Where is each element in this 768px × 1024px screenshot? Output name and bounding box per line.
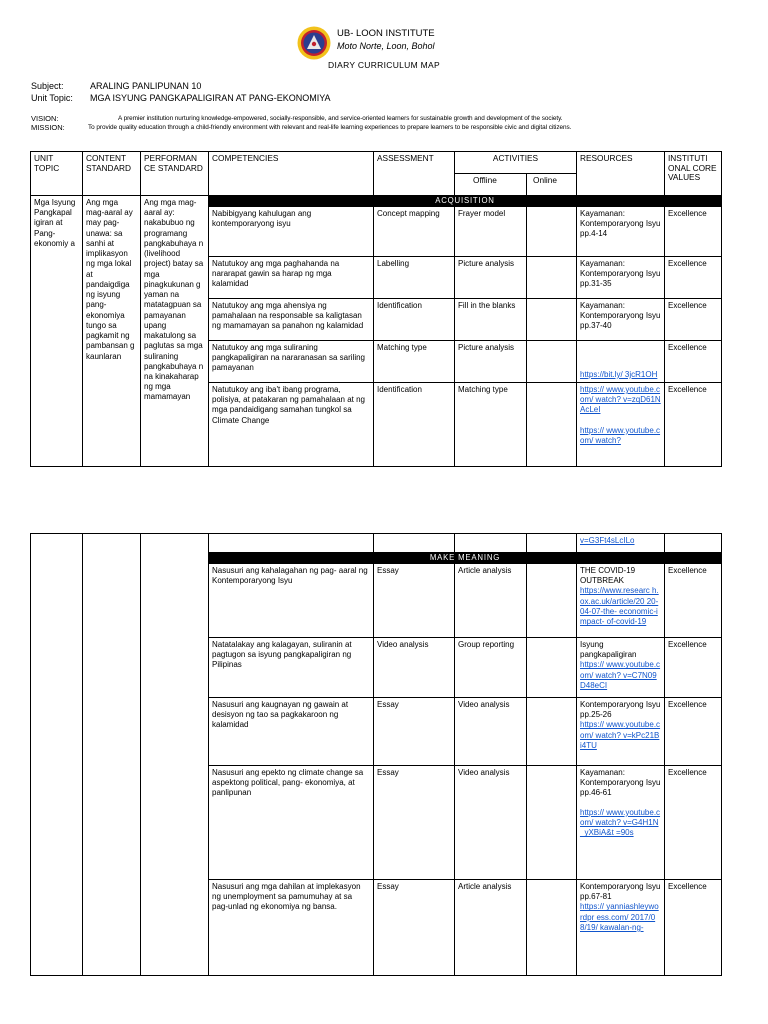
resources-cell	[577, 698, 665, 766]
offline-activity-cell: Picture analysis	[455, 257, 527, 299]
resource-link[interactable]: https://www.researc h.ox.ac.uk/article/20 20-04-07-the- economic-impact- of-covid-19	[580, 586, 659, 627]
competency-cell: Nasusuri ang kaugnayan ng gawain at desisyon ng tao sa pagkakaroon ng kalamidad	[209, 698, 374, 766]
assessment-cell: Identification	[374, 383, 455, 467]
assessment-cell: Essay	[374, 564, 455, 638]
school-address: Moto Norte, Loon, Bohol	[337, 41, 435, 51]
resource-text: Kayamanan: Kontemporaryong Isyu pp.37-40	[580, 301, 661, 331]
offline-activity-cell: Frayer model	[455, 207, 527, 257]
offline-activity-cell: Video analysis	[455, 766, 527, 880]
resources-cell	[577, 880, 665, 976]
resource-link[interactable]: v=G3Ft4sLcILo	[580, 536, 635, 545]
resource-text: Kontemporaryong Isyu pp.67-81	[580, 882, 661, 902]
online-activity-cell	[527, 299, 577, 341]
resources-cell	[577, 257, 665, 299]
competency-cell: Natutukoy ang mga suliraning pangkapaligiran na nararanasan sa sariling pamayanan	[209, 341, 374, 383]
assessment-cell: Labelling	[374, 257, 455, 299]
competency-cell: Nasusuri ang epekto ng climate change sa aspektong political, pang- ekonomiya, at panlipunan	[209, 766, 374, 880]
resource-link[interactable]: https:// www.youtube.com/ watch? v=G4H1N_yXBiA&t =90s	[580, 807, 661, 838]
resource-link[interactable]: https:// www.youtube.com/ watch? v=kPc21Bi4TU	[580, 720, 661, 750]
competency-cell: Nabibigyang kahulugan ang kontemporaryong isyu	[209, 207, 374, 257]
competency-cell: Natatalakay ang kalagayan, suliranin at pagtugon sa isyung pangkapaligiran ng Pilipinas	[209, 638, 374, 698]
competency-cell	[209, 534, 374, 553]
header-performance-standard: PERFORMAN CE STANDARD	[141, 152, 209, 196]
competency-cell: Nasusuri ang mga dahilan at implekasyon ng unemployment sa pamumuhay at sa pag-unlad ng ekonomiya ng bansa.	[209, 880, 374, 976]
core-value-cell	[665, 534, 722, 553]
offline-activity-cell: Picture analysis	[455, 341, 527, 383]
core-value-cell: Excellence	[665, 257, 722, 299]
online-activity-cell	[527, 698, 577, 766]
online-activity-cell	[527, 341, 577, 383]
resources-cell	[577, 299, 665, 341]
performance-standard-cell-continued	[141, 534, 209, 976]
unit-topic-cell-continued	[31, 534, 83, 976]
resources-cell	[577, 383, 665, 467]
header-unit-topic: UNIT TOPIC	[31, 152, 83, 196]
offline-activity-cell: Article analysis	[455, 880, 527, 976]
online-activity-cell	[527, 383, 577, 467]
online-activity-cell	[527, 207, 577, 257]
online-activity-cell	[527, 638, 577, 698]
make-meaning-band: MAKE MEANING	[209, 553, 722, 564]
resource-link[interactable]: https:// www.youtube.com/ watch? v=C7N09D48eCI	[580, 660, 661, 690]
subject-label: Subject:	[31, 81, 64, 91]
resource-text: Kayamanan: Kontemporaryong Isyu pp.31-35	[580, 259, 661, 289]
offline-activity-cell: Group reporting	[455, 638, 527, 698]
unit-topic-label: Unit Topic:	[31, 93, 73, 103]
core-value-cell: Excellence	[665, 880, 722, 976]
resources-cell	[577, 534, 665, 553]
core-value-cell: Excellence	[665, 383, 722, 467]
resources-cell	[577, 207, 665, 257]
header-assessment: ASSESSMENT	[374, 152, 455, 196]
school-seal-logo	[297, 26, 331, 60]
curriculum-map-table	[30, 151, 722, 467]
content-standard-cell: Ang mga mag-aaral ay may pag-unawa: sa sanhi at implikasyon ng mga lokal at pandaigdiga ng isyung pang- ekonomiya tungo sa pagkamit ng pambansan g kaunlaran	[83, 196, 141, 467]
performance-standard-cell: Ang mga mag- aaral ay: nakabubuo ng programang pangkabuhaya n (livelihood project) batay sa mga pinagkukunan g yaman na matatagpuan sa pamayanan upang makatulong sa paglutas sa mga suliraning pangkabuhaya n na kinakaharap ng mga mamamayan	[141, 196, 209, 467]
unit-topic-cell: Mga Isyung Pangkapal igiran at Pang- ekonomiy a	[31, 196, 83, 467]
mission-label: MISSION:	[31, 123, 65, 132]
offline-activity-cell: Video analysis	[455, 698, 527, 766]
competency-cell: Nasusuri ang kahalagahan ng pag- aaral ng Kontemporaryong Isyu	[209, 564, 374, 638]
header-online: Online	[527, 174, 577, 196]
assessment-cell: Video analysis	[374, 638, 455, 698]
header-offline: Offline	[455, 174, 527, 196]
online-activity-cell	[527, 564, 577, 638]
unit-topic-value: MGA ISYUNG PANGKAPALIGIRAN AT PANG-EKONOMIYA	[90, 93, 331, 103]
header-competencies: COMPETENCIES	[209, 152, 374, 196]
assessment-cell: Identification	[374, 299, 455, 341]
resource-text: Kayamanan: Kontemporaryong Isyu pp.4-14	[580, 209, 661, 239]
acquisition-band: ACQUISITION	[209, 196, 722, 207]
competency-cell: Natutukoy ang iba't ibang programa, polisiya, at patakaran ng pamahalaan at ng mga pandaidigang samahan tungkol sa Climate Change	[209, 383, 374, 467]
assessment-cell: Essay	[374, 698, 455, 766]
online-activity-cell	[527, 880, 577, 976]
assessment-cell: Matching type	[374, 341, 455, 383]
assessment-cell: Concept mapping	[374, 207, 455, 257]
competency-cell: Natutukoy ang mga ahensiya ng pamahalaan na responsable sa kaligtasan ng mamamayan sa panahon ng kalamidad	[209, 299, 374, 341]
core-value-cell: Excellence	[665, 766, 722, 880]
online-activity-cell	[527, 766, 577, 880]
resource-text: Kontemporaryong Isyu pp.25-26	[580, 700, 661, 720]
resource-text: THE COVID-19 OUTBREAK	[580, 566, 636, 586]
online-activity-cell	[527, 257, 577, 299]
header-resources: RESOURCES	[577, 152, 665, 196]
subject-value: ARALING PANLIPUNAN 10	[90, 81, 202, 91]
resource-text: Kayamanan: Kontemporaryong Isyu pp.46-61	[580, 768, 661, 798]
core-value-cell: Excellence	[665, 341, 722, 383]
core-value-cell: Excellence	[665, 207, 722, 257]
school-name: UB- LOON INSTITUTE	[337, 28, 435, 39]
header-activities: ACTIVITIES	[455, 152, 577, 174]
offline-activity-cell: Matching type	[455, 383, 527, 467]
curriculum-map-table-continued	[30, 533, 722, 976]
resource-link[interactable]: https:// www.youtube.com/ watch? v=zqD61NAcLeI https:// www.youtube.com/ watch?	[580, 385, 661, 446]
core-value-cell: Excellence	[665, 698, 722, 766]
offline-activity-cell: Fill in the blanks	[455, 299, 527, 341]
vision-label: VISION:	[31, 114, 59, 123]
header-core-values: INSTITUTI ONAL CORE VALUES	[665, 152, 722, 196]
resource-link[interactable]: https:// yanniashleywordpr ess.com/ 2017/08/19/ kawalan-ng-	[580, 902, 659, 932]
resources-cell	[577, 564, 665, 638]
resources-cell	[577, 766, 665, 880]
offline-activity-cell: Article analysis	[455, 564, 527, 638]
content-standard-cell-continued	[83, 534, 141, 976]
core-value-cell: Excellence	[665, 299, 722, 341]
online-activity-cell	[527, 534, 577, 553]
resource-text: Isyung pangkapaligiran	[580, 640, 637, 660]
resources-cell	[577, 341, 665, 383]
resource-link[interactable]: https://bit.ly/ 3jcR1OH	[580, 369, 658, 379]
competency-cell: Natutukoy ang mga paghahanda na nararapat gawin sa harap ng mga kalamidad	[209, 257, 374, 299]
assessment-cell	[374, 534, 455, 553]
header-content-standard: CONTENT STANDARD	[83, 152, 141, 196]
offline-activity-cell	[455, 534, 527, 553]
core-value-cell: Excellence	[665, 638, 722, 698]
assessment-cell: Essay	[374, 766, 455, 880]
document-title: DIARY CURRICULUM MAP	[328, 60, 440, 70]
mission-text: To provide quality education through a child-friendly environment with relevant and real-life learning experiences to prepare learners to be responsible civic and digital citizens.	[88, 124, 572, 131]
resources-cell	[577, 638, 665, 698]
assessment-cell: Essay	[374, 880, 455, 976]
vision-text: A premier institution nurturing knowledge-empowered, socially-responsible, and service-oriented learners for sustainable growth and development of the society.	[118, 115, 563, 122]
core-value-cell: Excellence	[665, 564, 722, 638]
